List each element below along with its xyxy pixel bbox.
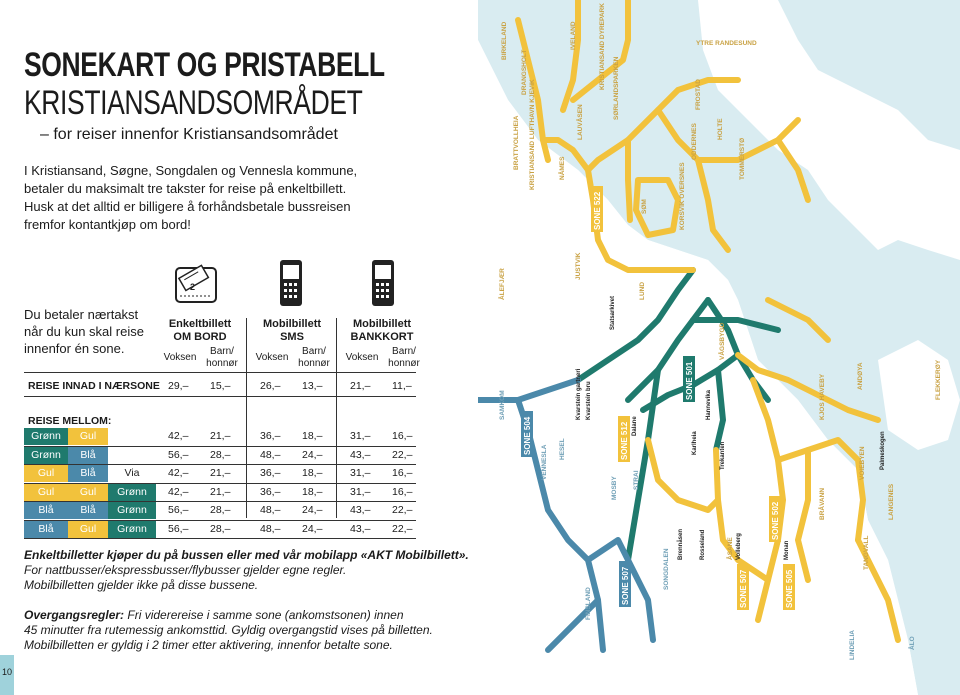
- zone-from-cell: Gul: [24, 484, 68, 501]
- between-price: 56,–: [168, 504, 189, 516]
- svg-text:LANGENES: LANGENES: [888, 483, 895, 520]
- svg-text:Rosseland: Rosseland: [700, 529, 706, 560]
- svg-text:Volleberg: Volleberg: [736, 533, 742, 560]
- page-subtitle: – for reiser innenfor Kristiansandsområdet: [40, 126, 338, 143]
- intro-line: betaler du maksimalt tre takster for reise på enkeltbillett.: [24, 181, 347, 196]
- svg-text:ÅSANE: ÅSANE: [727, 537, 734, 560]
- between-price: 42,–: [168, 467, 189, 479]
- svg-text:BIRKELAND: BIRKELAND: [501, 21, 508, 60]
- svg-text:LAUVÅSEN: LAUVÅSEN: [577, 104, 584, 140]
- transfer-rule-line: 45 minutter fra rutemessig ankomsttid. Gyldig overgangstid vises på billetten.: [24, 623, 433, 637]
- svg-text:Kvarstein gartneri: Kvarstein gartneri: [576, 368, 582, 420]
- svg-text:BRÅVANN: BRÅVANN: [819, 487, 826, 520]
- zone-badge-501: SONE 501: [685, 361, 694, 400]
- near-price: 29,–: [168, 380, 189, 392]
- adult-label: Voksen: [255, 352, 289, 363]
- svg-text:Karlheia: Karlheia: [692, 431, 698, 455]
- col-mobil-bankkort: [336, 318, 428, 344]
- ticket-icon: [168, 262, 224, 306]
- between-price: 22,–: [392, 504, 413, 516]
- between-price: 56,–: [168, 522, 189, 535]
- between-price: 56,–: [168, 448, 189, 461]
- svg-text:HESEL: HESEL: [559, 438, 566, 460]
- near-zone-note: [24, 306, 154, 357]
- zone-from-cell: Blå: [24, 502, 68, 519]
- zone-badge-522: SONE 522: [593, 191, 602, 230]
- zone-via-cell: Via: [124, 467, 140, 479]
- svg-text:KJOS HAVEBY: KJOS HAVEBY: [819, 373, 826, 420]
- between-price: 31,–: [350, 430, 371, 442]
- svg-text:KRISTIANSAND LUFTHAVN KJEVIK: KRISTIANSAND LUFTHAVN KJEVIK: [529, 79, 536, 190]
- zone-badge-502: SONE 502: [771, 501, 780, 540]
- child-label: [292, 346, 336, 370]
- between-price: 36,–: [260, 430, 281, 442]
- zone-badge-507: SONE 507: [621, 566, 630, 605]
- between-price: 42,–: [168, 430, 189, 442]
- near-price: 13,–: [302, 380, 323, 392]
- svg-text:Dalane: Dalane: [632, 416, 638, 436]
- svg-text:Kvarstein bru: Kvarstein bru: [586, 381, 592, 420]
- zone-via-cell: Grønn: [108, 502, 156, 519]
- row-divider: [24, 372, 416, 373]
- column-divider: [246, 318, 247, 518]
- svg-text:ÅLO: ÅLO: [909, 636, 916, 650]
- adult-label: Voksen: [345, 352, 379, 363]
- svg-text:NÅMES: NÅMES: [559, 156, 566, 180]
- between-price: 36,–: [260, 467, 281, 479]
- purchase-note-bold: Enkeltbilletter kjøper du på bussen eller med vår mobilapp «AKT Mobilbillett».: [24, 548, 469, 562]
- intro-line: fremfor kontantkjøp om bord!: [24, 217, 191, 232]
- between-price: 22,–: [392, 522, 413, 535]
- near-price: 21,–: [350, 380, 371, 392]
- mobile-phone-icon: [370, 258, 396, 308]
- svg-text:Palmeskogen: Palmeskogen: [880, 431, 886, 470]
- svg-text:DRANGSHOLT: DRANGSHOLT: [521, 49, 528, 95]
- purchase-note-line: For nattbusser/ekspressbusser/flybusser gjelder egne regler.: [24, 563, 347, 577]
- zone-badge-507b: SONE 507: [739, 569, 748, 608]
- svg-text:MOSBY: MOSBY: [611, 476, 618, 500]
- row-divider: [24, 396, 416, 397]
- between-price: 16,–: [392, 430, 413, 442]
- zone-from-cell: Grønn: [24, 447, 68, 464]
- zone-from-cell: Grønn: [24, 428, 68, 445]
- svg-text:SØRLANDSPARKEN: SØRLANDSPARKEN: [613, 56, 620, 120]
- page-number: 10: [0, 655, 14, 695]
- svg-text:2: 2: [190, 282, 196, 292]
- between-price: 18,–: [302, 430, 323, 442]
- between-price: 28,–: [210, 522, 231, 535]
- col-title: Mobilbillett: [262, 318, 322, 330]
- svg-text:ANDØYA: ANDØYA: [857, 362, 864, 390]
- zone-via-cell: Grønn: [108, 521, 156, 538]
- mobile-phone-icon: [278, 258, 304, 308]
- zone-to-cell: Gul: [68, 428, 108, 445]
- svg-text:HOLTE: HOLTE: [717, 118, 724, 140]
- svg-text:ÅLEFJÆR: ÅLEFJÆR: [499, 268, 506, 300]
- child-label: [200, 346, 244, 370]
- transfer-rules: [24, 608, 433, 653]
- column-divider: [336, 318, 337, 518]
- near-price: 11,–: [392, 380, 412, 392]
- col-subtitle: BANKKORT: [350, 331, 414, 343]
- purchase-note-line: Mobilbilletten gjelder ikke på disse bussene.: [24, 578, 259, 592]
- child-label-line: honnør: [388, 358, 420, 369]
- col-title: Enkeltbillett: [168, 318, 232, 330]
- svg-text:VOIEBYEN: VOIEBYEN: [859, 446, 866, 480]
- svg-text:Statsarkivet: Statsarkivet: [610, 295, 616, 330]
- svg-text:VENNESLA: VENNESLA: [541, 444, 548, 480]
- svg-text:IVELAND: IVELAND: [570, 21, 577, 50]
- between-price: 21,–: [210, 485, 231, 498]
- child-label-line: Barn/: [302, 346, 326, 357]
- svg-text:LINDELIA: LINDELIA: [849, 630, 856, 660]
- between-price: 18,–: [302, 467, 323, 479]
- between-price: 21,–: [210, 467, 231, 479]
- between-price: 22,–: [392, 448, 413, 461]
- page-title: SONEKART OG PRISTABELL: [24, 46, 385, 84]
- between-price: 43,–: [350, 504, 371, 516]
- between-price: 16,–: [392, 467, 413, 479]
- svg-text:STRAI: STRAI: [633, 470, 640, 490]
- svg-text:Hannevika: Hannevika: [706, 389, 712, 420]
- near-price: 15,–: [210, 380, 231, 392]
- svg-text:KORSVIK OVERSNES: KORSVIK OVERSNES: [679, 162, 686, 230]
- svg-text:LUND: LUND: [639, 281, 646, 300]
- near-zone-label: REISE INNAD I NÆRSONE: [28, 380, 160, 392]
- intro-line: Husk at det alltid er billigere å forhåndsbetale bussreisen: [24, 199, 351, 214]
- svg-text:BRATTVOLLHEIA: BRATTVOLLHEIA: [513, 115, 520, 170]
- transfer-rule-line: Fri viderereise i samme sone (ankomstsonen) innen: [124, 608, 404, 622]
- zone-map: [478, 0, 960, 695]
- between-price: 43,–: [350, 448, 371, 461]
- child-label-line: honnør: [206, 358, 238, 369]
- between-price: 42,–: [168, 485, 189, 498]
- svg-text:SØM: SØM: [641, 199, 648, 214]
- near-price: 26,–: [260, 380, 281, 392]
- between-price: 21,–: [210, 430, 231, 442]
- between-price: 28,–: [210, 448, 231, 461]
- price-panel: [0, 0, 478, 695]
- zone-badge-512: SONE 512: [620, 421, 629, 460]
- svg-text:TOMMERSTØ: TOMMERSTØ: [739, 137, 746, 180]
- row-divider: [24, 538, 416, 539]
- svg-text:SONGDALEN: SONGDALEN: [663, 548, 670, 590]
- zone-to-cell: Blå: [68, 502, 108, 519]
- transfer-rules-label: Overgangsregler:: [24, 608, 125, 622]
- svg-text:JUSTVIK: JUSTVIK: [575, 252, 582, 280]
- page-title-area: KRISTIANSANDSOMRÅDET: [24, 84, 363, 122]
- near-note-line: Du betaler nærtakst: [24, 307, 139, 322]
- svg-text:Brennåsen: Brennåsen: [678, 528, 684, 560]
- zone-to-cell: Gul: [68, 484, 108, 501]
- between-price: 31,–: [350, 485, 371, 498]
- child-label-line: Barn/: [210, 346, 234, 357]
- svg-text:Monan: Monan: [784, 540, 790, 560]
- svg-text:ODDERNES: ODDERNES: [691, 123, 698, 160]
- col-subtitle: SMS: [280, 331, 304, 343]
- child-label-line: Barn/: [392, 346, 416, 357]
- svg-text:FROSTAD: FROSTAD: [695, 79, 702, 110]
- zone-to-cell: Gul: [68, 521, 108, 538]
- near-note-line: når du kun skal reise: [24, 324, 144, 339]
- between-price: 18,–: [302, 485, 323, 498]
- svg-text:Trekanten: Trekanten: [720, 441, 726, 470]
- between-price: 24,–: [302, 448, 323, 461]
- child-label-line: honnør: [298, 358, 330, 369]
- col-title: Mobilbillett: [352, 318, 412, 330]
- between-price: 16,–: [392, 485, 413, 498]
- between-price: 48,–: [260, 504, 281, 516]
- adult-label: Voksen: [163, 352, 197, 363]
- intro-line: I Kristiansand, Søgne, Songdalen og Vennesla kommune,: [24, 163, 358, 178]
- between-price: 36,–: [260, 485, 281, 498]
- zone-to-cell: Blå: [68, 447, 108, 464]
- zone-from-cell: Blå: [24, 521, 68, 538]
- transfer-rule-line: Mobilbilletten er gyldig i 2 timer etter aktivering, innenfor betalte sone.: [24, 638, 393, 652]
- between-price: 43,–: [350, 522, 371, 535]
- between-price: 24,–: [302, 522, 323, 535]
- svg-text:FLEKKERØY: FLEKKERØY: [935, 359, 942, 400]
- zone-to-cell: Blå: [68, 465, 108, 482]
- svg-text:KRISTIANSAND DYREPARK: KRISTIANSAND DYREPARK: [599, 3, 606, 90]
- col-enkeltbillett: [154, 318, 246, 344]
- svg-text:TANGVALL: TANGVALL: [863, 535, 870, 570]
- svg-text:YTRE RANDESUND: YTRE RANDESUND: [696, 40, 757, 47]
- purchase-notes: [24, 548, 469, 593]
- near-note-line: innenfor én sone.: [24, 341, 125, 356]
- zone-from-cell: Gul: [24, 465, 68, 482]
- between-zones-label: REISE MELLOM:: [28, 415, 112, 427]
- zone-badge-504: SONE 504: [523, 416, 532, 455]
- between-price: 48,–: [260, 448, 281, 461]
- between-price: 31,–: [350, 467, 371, 479]
- between-price: 48,–: [260, 522, 281, 535]
- col-subtitle: OM BORD: [173, 331, 227, 343]
- zone-badge-505: SONE 505: [785, 569, 794, 608]
- between-price: 28,–: [210, 504, 231, 516]
- svg-text:VÅGSBYGD: VÅGSBYGD: [719, 322, 726, 360]
- intro-text: [24, 162, 384, 234]
- between-price: 24,–: [302, 504, 323, 516]
- zone-via-cell: Grønn: [108, 484, 156, 501]
- svg-text:FINSLAND: FINSLAND: [585, 587, 592, 620]
- col-mobil-sms: [246, 318, 338, 344]
- svg-text:SAMKOM: SAMKOM: [499, 390, 506, 420]
- child-label: [382, 346, 426, 370]
